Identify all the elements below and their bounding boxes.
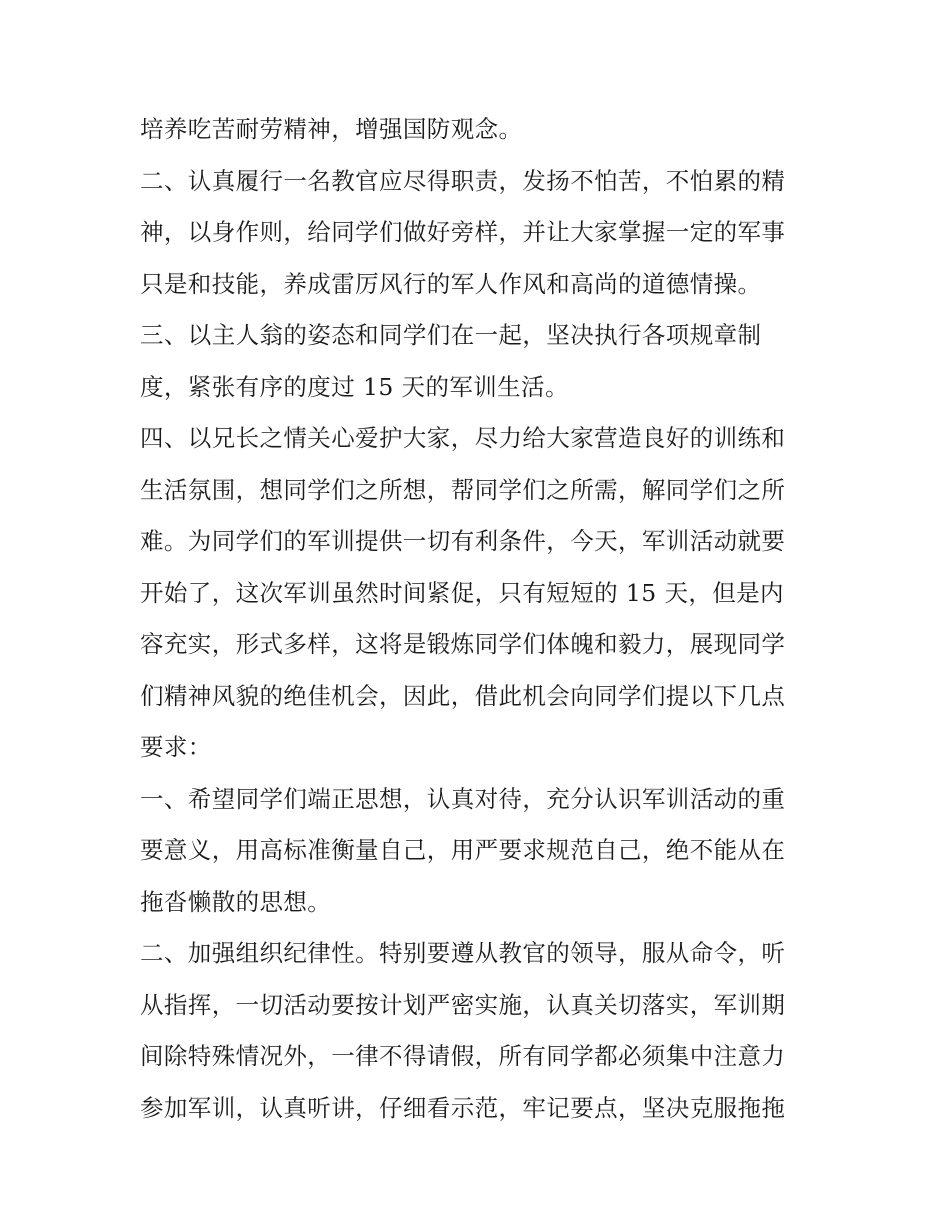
text-line: 从指挥，一切活动要按计划严密实施，认真关切落实，军训期 xyxy=(140,990,786,1019)
text-line: 二、加强组织纪律性。特别要遵从教官的领导，服从命令，听 xyxy=(140,939,786,967)
text-line: 参加军训，认真听讲，仔细看示范，牢记要点，坚决克服拖拖 xyxy=(140,1093,786,1122)
text-line: 度，紧张有序的度过 15 天的军训生活。 xyxy=(140,372,569,401)
text-line: 只是和技能，养成雷厉风行的军人作风和高尚的道德情操。 xyxy=(140,269,762,298)
text-line: 要求： xyxy=(140,733,212,761)
text-line: 二、认真履行一名教官应尽得职责，发扬不怕苦，不怕累的精 xyxy=(140,166,786,195)
text-line: 们精神风貌的绝佳机会，因此，借此机会向同学们提以下几点 xyxy=(140,681,786,710)
text-line: 生活氛围，想同学们之所想，帮同学们之所需，解同学们之所 xyxy=(140,475,786,504)
text-line: 拖沓懒散的思想。 xyxy=(140,887,332,916)
text-line: 要意义，用高标准衡量自己，用严要求规范自己，绝不能从在 xyxy=(140,836,786,864)
text-line: 三、以主人翁的姿态和同学们在一起，坚决执行各项规章制 xyxy=(140,321,762,349)
body-text xyxy=(140,104,820,1134)
text-line: 神，以身作则，给同学们做好旁样，并让大家掌握一定的军事 xyxy=(140,218,786,246)
text-line: 培养吃苦耐劳精神，增强国防观念。 xyxy=(140,115,523,143)
text-line: 开始了，这次军训虽然时间紧促，只有短短的 15 天，但是内 xyxy=(140,578,784,607)
text-line: 四、以兄长之情关心爱护大家，尽力给大家营造良好的训练和 xyxy=(140,424,786,452)
text-line: 容充实，形式多样，这将是锻炼同学们体魄和毅力，展现同学 xyxy=(140,630,786,658)
text-line: 间除特殊情况外，一律不得请假，所有同学都必须集中注意力 xyxy=(140,1042,786,1070)
text-line: 一、希望同学们端正思想，认真对待，充分认识军训活动的重 xyxy=(140,784,786,813)
text-line: 难。为同学们的军训提供一切有利条件，今天，军训活动就要 xyxy=(140,527,786,555)
